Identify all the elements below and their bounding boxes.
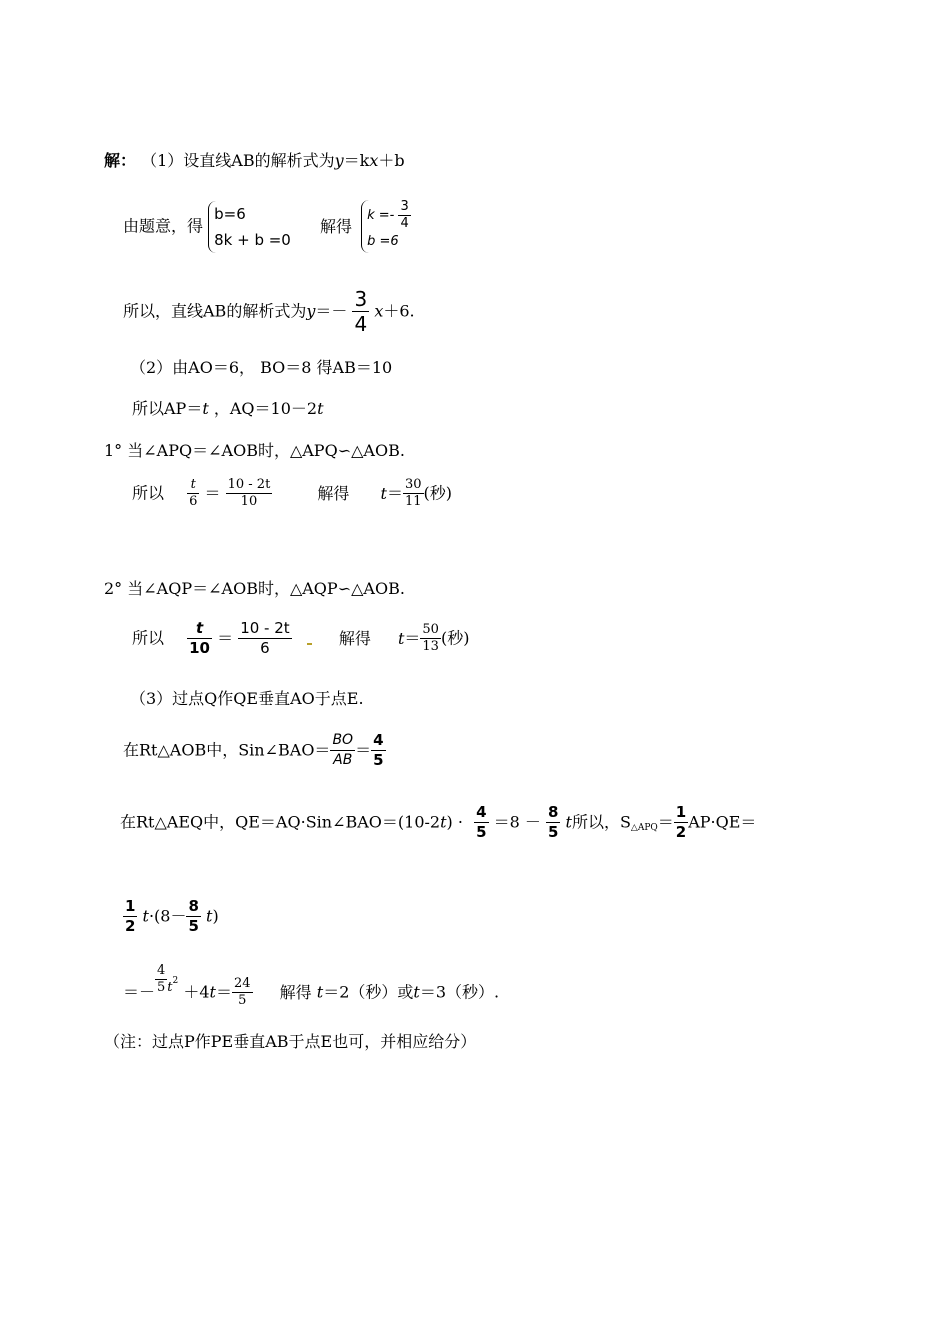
- brace-icon: [208, 201, 217, 253]
- var-t: t: [209, 982, 216, 1002]
- fraction-num: t: [187, 478, 199, 494]
- part1-text: （1）设直线AB的解析式为: [141, 151, 335, 170]
- system1-row2: 8k + b =0: [214, 230, 291, 249]
- solution-label: 解：: [104, 151, 137, 170]
- fraction-den: 5: [238, 993, 247, 1008]
- fraction-8-5: [186, 898, 200, 935]
- fraction-den: 5: [547, 823, 559, 841]
- qe-dot: ) ·: [446, 812, 463, 832]
- result-3: ＝3（秒）.: [419, 982, 500, 1002]
- eq-8-minus: ＝8 －: [493, 812, 541, 832]
- eq-k: ＝k: [343, 151, 370, 170]
- equals: ＝: [215, 982, 232, 1002]
- triangle-subscript: △APQ: [630, 823, 658, 833]
- fraction-num: 8: [188, 897, 199, 915]
- fraction-num: 50: [422, 622, 439, 637]
- fraction-bo-ab: [330, 732, 355, 769]
- case2-heading: 2° 当∠AQP＝∠AOB时，△AQP∽△AOB.: [104, 579, 405, 598]
- fraction-den: 2: [675, 823, 687, 841]
- fraction-num: 30: [404, 477, 422, 492]
- equals: ＝: [404, 628, 421, 648]
- line-final-result: [123, 964, 499, 1008]
- eq-minus: ＝－: [315, 301, 348, 321]
- fraction-num: 3: [354, 287, 368, 311]
- fraction-10-2t-6: [238, 620, 291, 657]
- unit-seconds: (秒): [440, 628, 470, 648]
- var-t: t: [167, 980, 173, 995]
- equals: ＝: [355, 740, 372, 760]
- system-prefix: 由题意，得: [123, 216, 204, 236]
- equals: ＝: [386, 483, 403, 503]
- equals: ＝: [217, 628, 234, 648]
- fraction-den: 6: [189, 494, 198, 509]
- var-t: t: [565, 812, 572, 832]
- line-system: [123, 200, 411, 253]
- system2-k: k =-: [367, 208, 395, 223]
- mark-icon: [307, 643, 312, 645]
- fraction-den: 5: [188, 917, 199, 935]
- var-x: x: [374, 301, 384, 321]
- fraction-num: 3: [400, 199, 409, 214]
- var-t: t: [397, 628, 405, 648]
- var-t: t: [440, 812, 447, 832]
- fraction-den: 6: [260, 639, 270, 657]
- fraction-den: 4: [354, 312, 368, 336]
- fraction-1-2: [674, 804, 688, 841]
- line-half-product: [123, 898, 219, 935]
- fraction-den: 5: [157, 980, 166, 995]
- paren-open-8: ·(8－: [148, 906, 187, 926]
- expression-prefix: 所以，直线AB的解析式为: [123, 301, 307, 321]
- exponent: 2: [172, 976, 179, 986]
- fraction-10-2t-10: [226, 478, 273, 509]
- case1-equation: [132, 478, 452, 509]
- so-label: 所以: [132, 628, 165, 648]
- fraction-3-4: [398, 200, 410, 231]
- plus-b: ＋b: [378, 151, 405, 170]
- var-y: y: [306, 301, 316, 321]
- var-t: t: [317, 399, 324, 418]
- brace-icon: [361, 200, 370, 253]
- solve-label: 解得: [338, 628, 371, 648]
- fraction-num: 1: [125, 897, 136, 915]
- result-2-or: ＝2（秒）或: [323, 982, 414, 1002]
- fraction-den: 4: [400, 216, 409, 231]
- so-area-text: 所以，S: [571, 812, 631, 832]
- ap-qe-text: AP·QE＝: [688, 812, 757, 832]
- solve-label: 解得: [279, 982, 312, 1002]
- plus-4: ＋4: [183, 982, 210, 1002]
- system2-b: b =6: [367, 234, 399, 249]
- equation-system-1: [208, 201, 291, 253]
- fraction-den: 10: [189, 639, 210, 657]
- note-text: （注：过点P作PE垂直AB于点E也可，并相应给分）: [104, 1032, 477, 1051]
- line-qe-area: [120, 804, 756, 841]
- sin-text: 在Rt△AOB中，Sin∠BAO＝: [123, 740, 331, 760]
- var-t: t: [316, 982, 324, 1002]
- var-t: t: [380, 483, 387, 503]
- fraction-den: 10: [240, 494, 258, 509]
- fraction-den: 11: [404, 494, 422, 509]
- fraction-num: BO: [330, 732, 355, 751]
- expression-tail: ＋6.: [383, 301, 415, 321]
- ap-text: 所以AP＝: [132, 399, 203, 418]
- fraction-4-5: [371, 732, 385, 769]
- line-sin: [123, 732, 386, 769]
- fraction-24-5: [232, 977, 253, 1008]
- fraction-num: 4: [476, 803, 487, 821]
- case1-heading: 1° 当∠APQ＝∠AOB时，△APQ∽△AOB.: [104, 441, 405, 460]
- line-part3-intro: （3）过点Q作QE垂直AO于点E.: [130, 689, 364, 708]
- fraction-num: 8: [547, 803, 559, 821]
- fraction-num: 4: [157, 963, 166, 978]
- system-solve-label: 解得: [319, 216, 352, 236]
- unit-seconds: (秒): [423, 483, 452, 503]
- var-t: t: [202, 399, 209, 418]
- fraction-num: 10 - 2t: [227, 477, 271, 492]
- var-t: t: [142, 906, 149, 926]
- var-x: x: [369, 151, 379, 170]
- so-label: 所以: [132, 483, 165, 503]
- fraction-t-6: [187, 478, 199, 509]
- line-analytic-expression: [123, 288, 415, 335]
- fraction-8-5: [546, 804, 560, 841]
- line-ap-aq: [132, 399, 324, 419]
- var-y: y: [334, 151, 344, 170]
- equals: ＝: [657, 812, 674, 832]
- fraction-den: 13: [422, 639, 439, 654]
- fraction-num: 1: [675, 803, 687, 821]
- fraction-30-11: [403, 478, 424, 509]
- fraction-num: 24: [234, 976, 251, 991]
- fraction-den: 5: [373, 751, 384, 769]
- fraction-den: AB: [333, 752, 353, 768]
- line-part1-intro: [104, 151, 405, 171]
- solve-label: 解得: [317, 483, 350, 503]
- system1-row1: b=6: [214, 204, 246, 223]
- fraction-t-10: [187, 620, 212, 657]
- case2-equation: [132, 620, 469, 657]
- fraction-num: t: [187, 620, 212, 639]
- fraction-num: 4: [373, 731, 384, 749]
- fraction-50-13: [420, 623, 441, 654]
- line-part2-intro: （2）由AO＝6， BO＝8 得AB＝10: [130, 358, 393, 377]
- fraction-num: 10 - 2t: [240, 619, 290, 637]
- fraction-3-4-large: [352, 288, 369, 335]
- equation-system-2: [361, 200, 411, 253]
- fraction-den: 2: [125, 917, 136, 935]
- paren-close: ): [212, 906, 219, 926]
- equals: ＝: [204, 483, 221, 503]
- var-t: t: [206, 906, 213, 926]
- fraction-1-2: [123, 898, 137, 935]
- qe-text: 在Rt△AEQ中，QE＝AQ·Sin∠BAO＝(10-2: [120, 812, 441, 832]
- fraction-4-5-small: [155, 964, 167, 995]
- var-t: t: [413, 982, 420, 1002]
- fraction-den: 5: [476, 823, 487, 841]
- eq-minus: ＝－: [123, 982, 156, 1002]
- aq-text: ，AQ＝10－2: [208, 399, 318, 418]
- fraction-4-5: [474, 804, 488, 841]
